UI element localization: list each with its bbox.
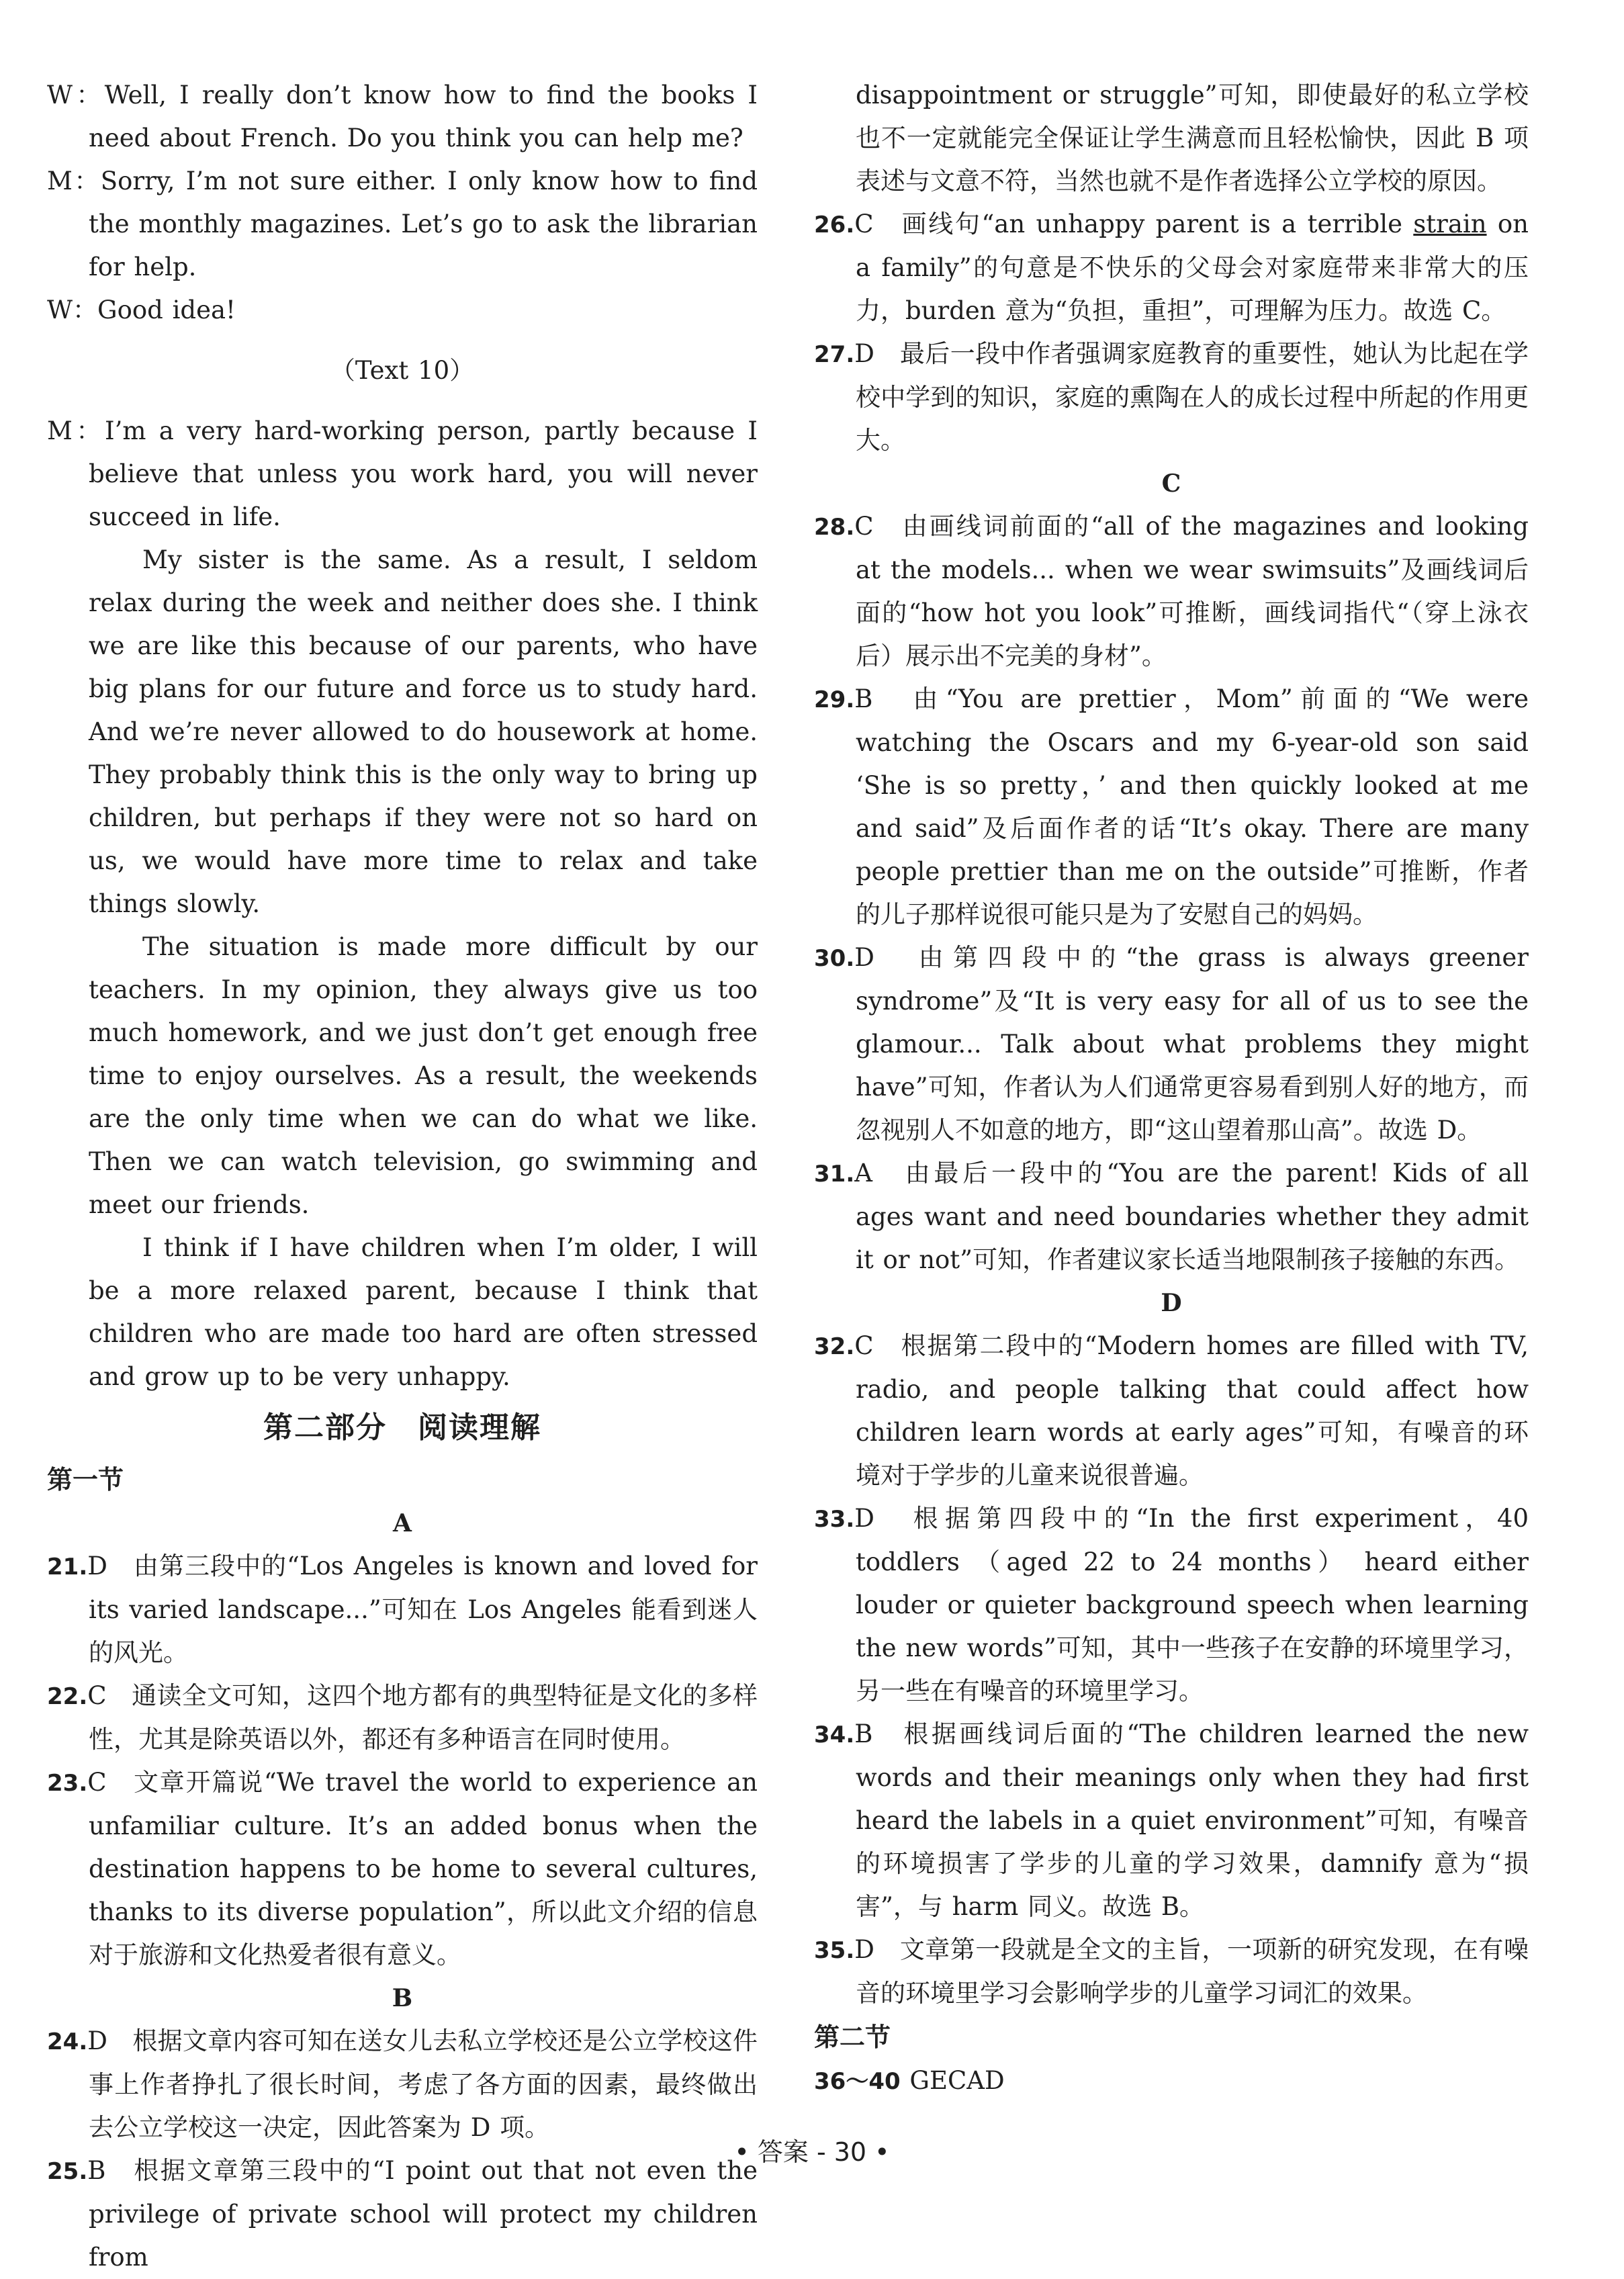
answer-item: 24.D 根据文章内容可知在送女儿去私立学校还是公立学校这件事上作者挣扎了很长时间，考虑了各方面的因素，最终做出去公立学校这一决定，因此答案为 D 项。 <box>47 2026 758 2142</box>
passage-letter-c: C <box>1161 470 1181 498</box>
answer-item: 28.C 由画线词前面的“all of the magazines and looking at the models... when we wear swimsuits”及画线词后面的“how hot you look”可推断，画线词指代“（穿上泳衣后）展示出不完美的身材”。 <box>814 512 1529 670</box>
answer-item: 34.B 根据画线词后面的“The children learned the new words and their meanings only when they had first heard the labels in a quiet environment”可知，有噪音的环境损害了学步的儿童的学习效果，damnify 意为“损害”，与 harm 同义。故选 B。 <box>814 1719 1529 1921</box>
page-number: • 答案 - 30 • <box>734 2137 890 2167</box>
monologue-first: M：I’m a very hard-working person, partly because I believe that unless you work hard, you will never succeed in life. <box>47 416 758 531</box>
answer-item: 31.A 由最后一段中的“You are the parent! Kids of all ages want and need boundaries whether they admit it or not”可知，作者建议家长适当地限制孩子接触的东西。 <box>814 1159 1529 1274</box>
answer-item: 33.D 根据第四段中的“In the first experiment，40 toddlers （aged 22 to 24 months） heard either louder or quieter background speech when learning the new words”可知，其中一些孩子在安静的环境里学习，另一些在有噪音的环境里学习。 <box>814 1504 1529 1705</box>
monologue-para: I think if I have children when I’m older, I will be a more relaxed parent, because I think that children who are made too hard are often stressed and grow up to be very unhappy. <box>89 1233 758 1391</box>
section1-label: 第一节 <box>47 1464 124 1494</box>
left-column <box>47 74 758 2279</box>
answer-item: 35.D 文章第一段就是全文的主旨，一项新的研究发现，在有噪音的环境里学习会影响学步的儿童学习词汇的效果。 <box>814 1935 1529 2008</box>
answer-item: 25.B 根据文章第三段中的“I point out that not even the privilege of private school will protect my children from <box>47 2156 758 2272</box>
passage-letter-d: D <box>1161 1289 1182 1317</box>
answer-item: 26.C 画线句“an unhappy parent is a terrible strain on a family”的句意是不快乐的父母会对家庭带来非常大的压力，burden 意为“负担，重担”，可理解为压力。故选 C。 <box>814 210 1529 325</box>
answer-item: 30.D 由第四段中的“the grass is always greener syndrome”及“It is very easy for all of us to see the glamour... Talk about what problems they might have”可知，作者认为人们通常更容易看到别人好的地方，而忽视别人不如意的地方，即“这山望着那山高”。故选 D。 <box>814 943 1529 1145</box>
answer-item: 29.B 由“You are prettier，Mom”前面的“We were watching the Oscars and my 6-year-old son said ‘She is so pretty，’ and then quickly looked at me and said”及后面作者的话“It’s okay. There are many people prettier than me on the outside”可推断，作者的儿子那样说很可能只是为了安慰自己的妈妈。 <box>814 684 1529 929</box>
answer-item: 21.D 由第三段中的“Los Angeles is known and loved for its varied landscape...”可知在 Los Angeles 能看到迷人的风光。 <box>47 1552 758 1667</box>
answer-item: 32.C 根据第二段中的“Modern homes are filled with TV, radio, and people talking that could affect how children learn words at early ages”可知，有噪音的环境对于学步的儿童来说很普遍。 <box>814 1331 1529 1490</box>
section2-label: 第二节 <box>814 2022 891 2052</box>
dialogue-line: W：Good idea! <box>47 296 236 324</box>
right-column <box>814 74 1529 2103</box>
passage-letter-b: B <box>392 1984 413 2012</box>
part2-title: 第二部分 阅读理解 <box>263 1411 541 1445</box>
monologue-para: My sister is the same. As a result, I seldom relax during the week and neither does she. I think we are like this because of our parents, who have big plans for our future and force us to study hard. And we’re never allowed to do housework at home. They probably think this is the only way to bring up children, but perhaps if they were not so hard on us, we would have more time to relax and take things slowly. <box>89 545 758 918</box>
monologue-para: The situation is made more difficult by our teachers. In my opinion, they always give us too much homework, and we just don’t get enough free time to enjoy ourselves. As a result, the weekends are the only time when we can do what we like. Then we can watch television, go swimming and meet our friends. <box>89 932 758 1219</box>
text10-title: （Text 10） <box>330 356 475 385</box>
answer-item: 22.C 通读全文可知，这四个地方都有的典型特征是文化的多样性，尤其是除英语以外，都还有多种语言在同时使用。 <box>47 1681 758 1754</box>
passage-letter-a: A <box>393 1509 412 1537</box>
answer-continuation: disappointment or struggle”可知，即使最好的私立学校也不一定就能完全保证让学生满意而且轻松愉快，因此 B 项表述与文意不符，当然也就不是作者选择公立学校的原因。 <box>856 81 1529 195</box>
dialogue-line: M：Sorry, I’m not sure either. I only know how to find the monthly magazines. Let’s go to ask the librarian for help. <box>47 167 758 281</box>
underlined-word: strain <box>1413 210 1487 238</box>
answer-item: 27.D 最后一段中作者强调家庭教育的重要性，她认为比起在学校中学到的知识，家庭的熏陶在人的成长过程中所起的作用更大。 <box>814 339 1529 455</box>
dialogue-line: W：Well, I really don’t know how to find the books I need about French. Do you think you can help me? <box>47 81 758 152</box>
answer-item: 36～40 GECAD <box>814 2066 1005 2095</box>
answer-item: 23.C 文章开篇说“We travel the world to experience an unfamiliar culture. It’s an added bonus when the destination happens to be home to several cultures, thanks to its diverse population”，所以此文介绍的信息对于旅游和文化热爱者很有意义。 <box>47 1768 758 1969</box>
